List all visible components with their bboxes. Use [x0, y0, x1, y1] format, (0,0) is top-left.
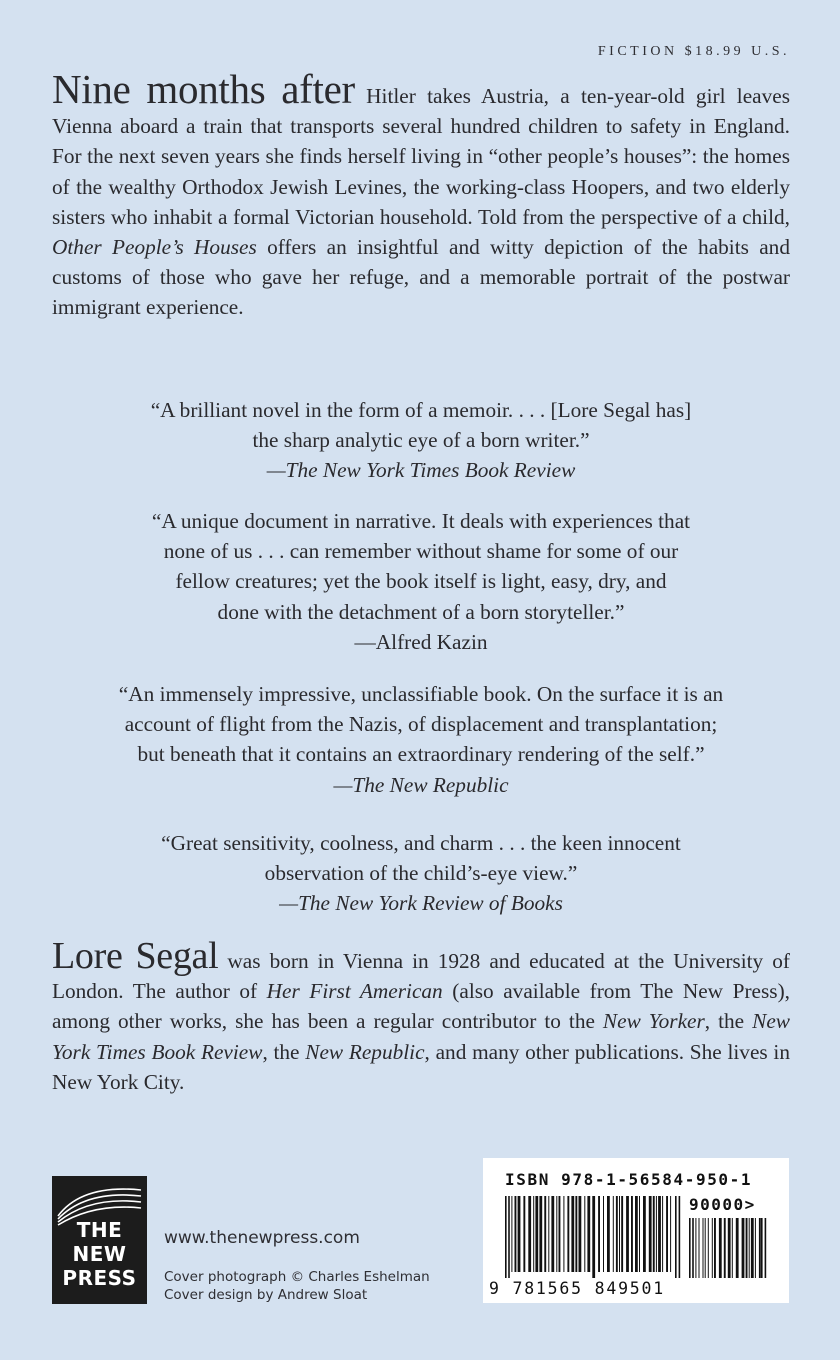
barcode-bar: [751, 1218, 754, 1278]
bio-title: Her First American: [266, 979, 443, 1004]
bio-title: New Yorker: [602, 1009, 705, 1034]
barcode-bar: [533, 1196, 534, 1272]
barcode-bar: [639, 1196, 640, 1272]
ean-digits: 9 781565 849501: [489, 1279, 666, 1298]
addon-bars: [689, 1218, 769, 1278]
bio-text: (also available from The New Press), among other works, she has been a regular contributor to the: [52, 979, 790, 1034]
barcode-bar: [761, 1218, 763, 1278]
barcode-bar: [548, 1196, 549, 1272]
quote-line: none of us . . . can remember without shame for some of our: [163, 539, 679, 564]
synopsis-lead: Nine months after: [52, 66, 355, 112]
barcode-bar: [523, 1196, 525, 1272]
logo-line-1: THE: [76, 1218, 123, 1242]
publisher-credits: [164, 1228, 430, 1304]
barcode-bar: [508, 1196, 510, 1278]
barcode-bar: [619, 1196, 620, 1272]
quote-source: —The New Republic: [333, 772, 509, 797]
barcode-bar: [749, 1218, 750, 1278]
barcode-bar: [649, 1196, 652, 1272]
barcode-bar: [598, 1196, 600, 1272]
barcode-bar: [703, 1218, 704, 1278]
website-link[interactable]: www.thenewpress.com: [164, 1228, 360, 1248]
quote-line: observation of the child’s-eye view.”: [264, 861, 578, 886]
quote-source: —The New York Review of Books: [279, 891, 563, 916]
barcode-bar: [653, 1196, 655, 1272]
review-quote-4: [52, 828, 790, 919]
barcode-bar: [621, 1196, 623, 1272]
review-quote-2: [52, 506, 790, 657]
barcode-bar: [689, 1218, 691, 1278]
book-title: Other People’s Houses: [52, 235, 257, 260]
barcode-bar: [699, 1218, 700, 1278]
quote-line: but beneath that it contains an extraordinary rendering of the self.”: [137, 742, 705, 767]
barcode-bar: [592, 1196, 595, 1278]
barcode-bar: [695, 1218, 696, 1278]
bio-text: , and many other publications. She lives in New York City.: [52, 1039, 790, 1094]
quote-line: account of flight from the Nazis, of displacement and transplantation;: [124, 712, 718, 737]
barcode-bar: [613, 1196, 614, 1272]
synopsis-text-2: offers an insightful and witty depiction of the habits and customs of those who gave her refuge, and a memorable portrait of the postwar immigrant experience.: [52, 235, 790, 320]
barcode-bar: [708, 1218, 709, 1278]
quote-line: the sharp analytic eye of a born writer.”: [252, 428, 590, 453]
barcode-bar: [714, 1218, 716, 1278]
barcode-bar: [567, 1196, 569, 1272]
bio-text: was born in Vienna in 1928 and educated at the University of London. The author of: [52, 949, 790, 1004]
barcode-bar: [755, 1218, 756, 1278]
synopsis-text-1: Hitler takes Austria, a ten-year-old girl leaves Vienna aboard a train that transports several hundred children to safety in England. For the next seven years she finds herself living in “other people’s houses”: the homes of the wealthy Orthodox Jewish Levines, the working-class Hoopers, and two elderly sisters who inhabit a formal Victorian household. Told from the perspective of a child,: [52, 84, 791, 229]
bio-text: , the: [262, 1039, 306, 1064]
barcode-bar: [607, 1196, 610, 1272]
barcode-bar: [518, 1196, 521, 1272]
quote-line: “A brilliant novel in the form of a memoir. . . . [Lore Segal has]: [150, 398, 692, 422]
barcode-bar: [675, 1196, 677, 1278]
quote-source: —The New York Times Book Review: [266, 458, 576, 483]
barcode-bar: [603, 1196, 604, 1272]
barcode-bar: [705, 1218, 706, 1278]
addon-code: 90000>: [689, 1195, 756, 1214]
barcode-bar: [616, 1196, 618, 1272]
barcode-bar: [635, 1196, 638, 1272]
price-label: FICTION $18.99 U.S.: [597, 44, 790, 59]
quote-source: —Alfred Kazin: [354, 629, 488, 654]
barcode-bar: [587, 1196, 590, 1272]
barcode-bar: [515, 1196, 517, 1272]
barcode-bar: [579, 1196, 582, 1272]
logo-line-2: NEW: [72, 1242, 127, 1266]
barcode-bar: [528, 1196, 531, 1272]
barcode-bar: [551, 1196, 554, 1272]
review-quote-1: [52, 395, 790, 486]
barcode-bar: [670, 1196, 671, 1272]
barcode-bar: [742, 1218, 745, 1278]
barcode-bar: [584, 1196, 585, 1272]
publisher-logo: [52, 1176, 147, 1304]
barcode-bar: [666, 1196, 668, 1272]
barcode-bar: [746, 1218, 748, 1278]
barcode-bar: [692, 1218, 694, 1278]
quote-line: done with the detachment of a born storyteller.”: [217, 599, 625, 624]
barcode-bar: [719, 1218, 722, 1278]
barcode-bar: [535, 1196, 538, 1272]
barcode-bar: [736, 1218, 739, 1278]
barcode-bar: [539, 1196, 542, 1272]
barcode-bar: [631, 1196, 633, 1272]
barcode-bar: [643, 1196, 646, 1272]
barcode-bar: [679, 1196, 681, 1278]
barcode-bar: [511, 1196, 512, 1272]
barcode-bar: [759, 1218, 761, 1278]
barcode-bar: [571, 1196, 574, 1272]
bio-text: , the: [704, 1009, 753, 1034]
barcode-bar: [575, 1196, 577, 1272]
barcode-bar: [658, 1196, 661, 1272]
synopsis: [52, 66, 791, 323]
barcode-bar: [656, 1196, 657, 1272]
photo-credit: Cover photograph © Charles Eshelman: [164, 1269, 430, 1285]
author-bio: [52, 935, 790, 1097]
review-quote-3: [52, 679, 790, 800]
author-name: Lore Segal: [52, 935, 219, 977]
barcode-bar: [712, 1218, 713, 1278]
barcode-bar: [559, 1196, 561, 1272]
barcode-bar: [724, 1218, 726, 1278]
logo-line-3: PRESS: [62, 1266, 137, 1290]
isbn-label: ISBN 978-1-56584-950-1: [505, 1170, 753, 1189]
barcode-bar: [544, 1196, 546, 1272]
barcode-bar: [732, 1218, 733, 1278]
quote-line: fellow creatures; yet the book itself is light, easy, dry, and: [175, 569, 667, 594]
quote-line: “A unique document in narrative. It deals with experiences that: [151, 509, 691, 533]
barcode-bar: [728, 1218, 731, 1278]
bio-title: New York Times Book Review: [52, 1009, 790, 1064]
quote-line: “Great sensitivity, coolness, and charm . . . the keen innocent: [161, 831, 681, 855]
bio-title: New Republic: [305, 1039, 425, 1064]
barcode-bar: [505, 1196, 507, 1278]
barcode-bar: [563, 1196, 564, 1272]
barcode: [483, 1158, 789, 1303]
barcode-bar: [662, 1196, 663, 1272]
ean-bars: [505, 1196, 681, 1278]
design-credit: Cover design by Andrew Sloat: [164, 1287, 368, 1303]
barcode-bar: [765, 1218, 767, 1278]
barcode-bar: [556, 1196, 557, 1272]
barcode-bar: [626, 1196, 629, 1272]
quote-line: “An immensely impressive, unclassifiable book. On the surface it is an: [118, 682, 724, 706]
